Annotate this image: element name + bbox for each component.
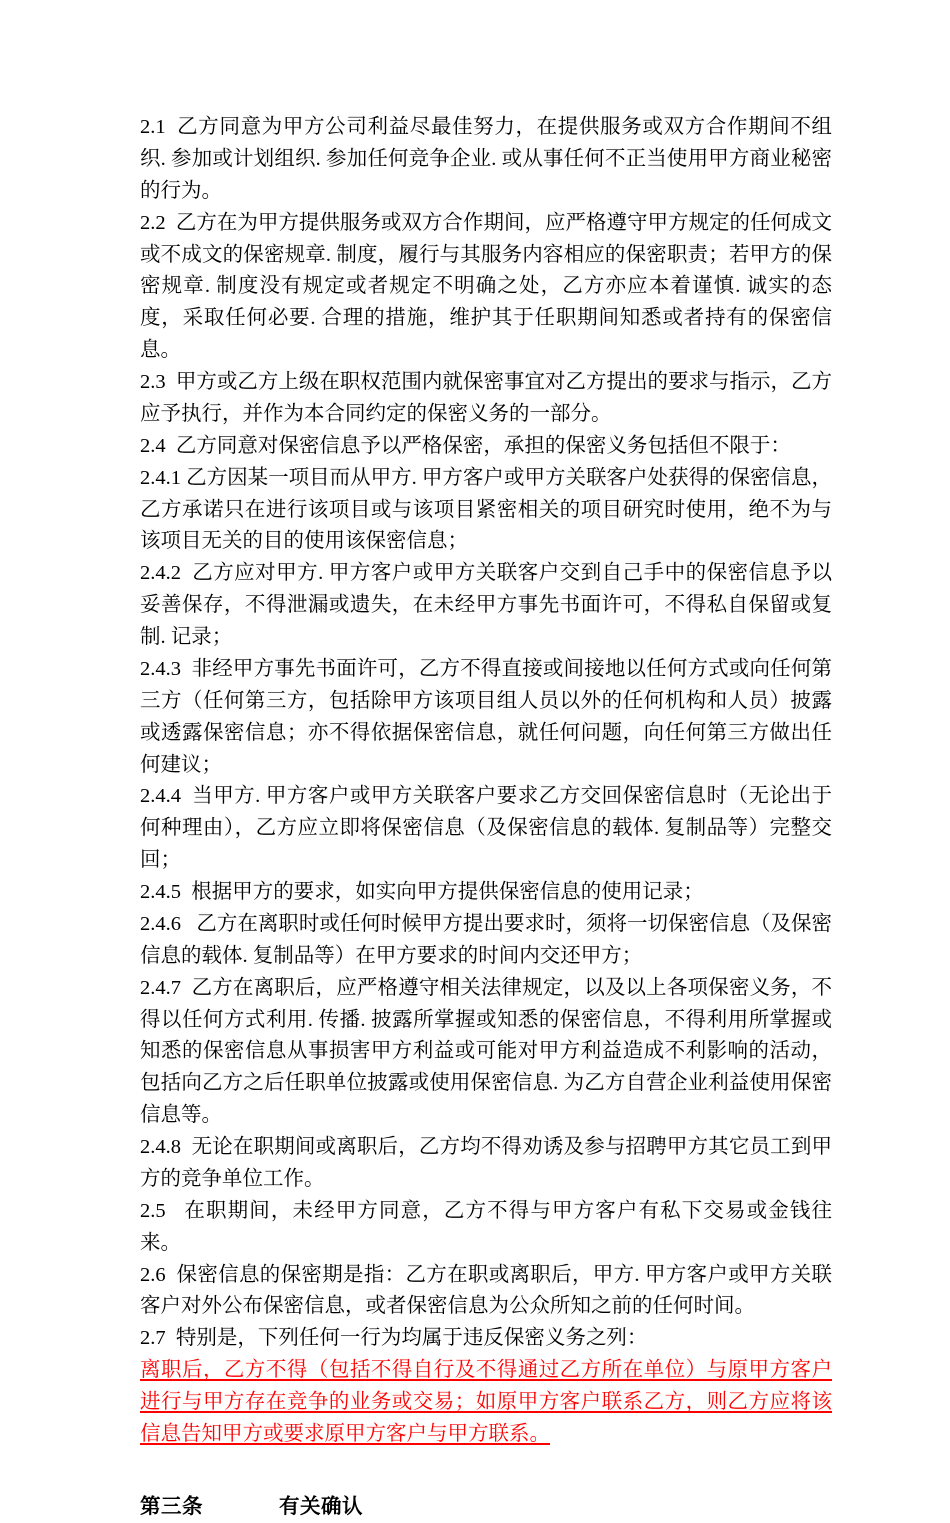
paragraph-clause-2-4-2: 2.4.2 乙方应对甲方. 甲方客户或甲方关联客户交到自己手中的保密信息予以妥善保存，不得泄漏或遗失，在未经甲方事先书面许可，不得私自保留或复制. 记录； [140,562,832,648]
section-number: 第三条 [140,1494,203,1518]
paragraph-clause-2-4-3: 2.4.3 非经甲方事先书面许可，乙方不得直接或间接地以任何方式或向任何第三方（任何第三方，包括除甲方该项目组人员以外的任何机构和人员）披露或透露保密信息；亦不得依据保密信息，就任何问题，向任何第三方做出任何建议； [140,657,832,776]
document-body [140,112,832,1523]
paragraph-clause-2-4-7: 2.4.7 乙方在离职后，应严格遵守相关法律规定，以及以上各项保密义务，不得以任何方式利用. 传播. 披露所掌握或知悉的保密信息，不得利用所掌握或知悉的保密信息从事损害甲方利益或可能对甲方利益造成不利影响的活动，包括向乙方之后任职单位披露或使用保密信息. 为乙方自营企业利益使用保密信息等。 [140,976,832,1127]
paragraph-clause-2-4-1: 2.4.1 乙方因某一项目而从甲方. 甲方客户或甲方关联客户处获得的保密信息，乙方承诺只在进行该项目或与该项目紧密相关的项目研究时使用，绝不为与该项目无关的目的使用该保密信息； [140,466,832,553]
paragraph-clause-2-5: 2.5 在职期间，未经甲方同意，乙方不得与甲方客户有私下交易或金钱往来。 [140,1199,832,1254]
paragraph-clause-2-4-6: 2.4.6 乙方在离职时或任何时候甲方提出要求时，须将一切保密信息（及保密信息的载体. 复制品等）在甲方要求的时间内交还甲方； [140,912,832,967]
paragraph-clause-2-7-highlighted: 离职后，乙方不得（包括不得自行及不得通过乙方所在单位）与原甲方客户进行与甲方存在竞争的业务或交易；如原甲方客户联系乙方，则乙方应将该信息告知甲方或要求原甲方客户与甲方联系。 [140,1359,832,1445]
paragraph-clause-2-1: 2.1 乙方同意为甲方公司利益尽最佳努力，在提供服务或双方合作期间不组织. 参加或计划组织. 参加任何竞争企业. 或从事任何不正当使用甲方商业秘密的行为。 [140,116,832,202]
paragraph-clause-2-2: 2.2 乙方在为甲方提供服务或双方合作期间，应严格遵守甲方规定的任何成文或不成文的保密规章. 制度，履行与其服务内容相应的保密职责；若甲方的保密规章. 制度没有规定或者规定不明确之处，乙方亦应本着谨慎. 诚实的态度，采取任何必要. 合理的措施，维护其于任职期间知悉或者持有的保密信息。 [140,211,832,362]
paragraph-clause-2-4: 2.4 乙方同意对保密信息予以严格保密，承担的保密义务包括但不限于： [140,434,791,457]
paragraph-clause-2-6: 2.6 保密信息的保密期是指：乙方在职或离职后，甲方. 甲方客户或甲方关联客户对外公布保密信息，或者保密信息为公众所知之前的任何时间。 [140,1263,832,1318]
paragraph-clause-2-3: 2.3 甲方或乙方上级在职权范围内就保密事宜对乙方提出的要求与指示，乙方应予执行，并作为本合同约定的保密义务的一部分。 [140,371,832,425]
paragraph-clause-2-7: 2.7 特别是，下列任何一行为均属于违反保密义务之列： [140,1327,648,1350]
section-title: 有关确认 [279,1494,363,1518]
paragraph-clause-2-4-5: 2.4.5 根据甲方的要求，如实向甲方提供保密信息的使用记录； [140,881,704,903]
paragraph-clause-2-4-8: 2.4.8 无论在职期间或离职后，乙方均不得劝诱及参与招聘甲方其它员工到甲方的竞争单位工作。 [140,1136,832,1190]
paragraph-clause-2-4-4: 2.4.4 当甲方. 甲方客户或甲方关联客户要求乙方交回保密信息时（无论出于何种理由），乙方应立即将保密信息（及保密信息的载体. 复制品等）完整交回； [140,785,832,872]
section-heading [140,1491,832,1523]
